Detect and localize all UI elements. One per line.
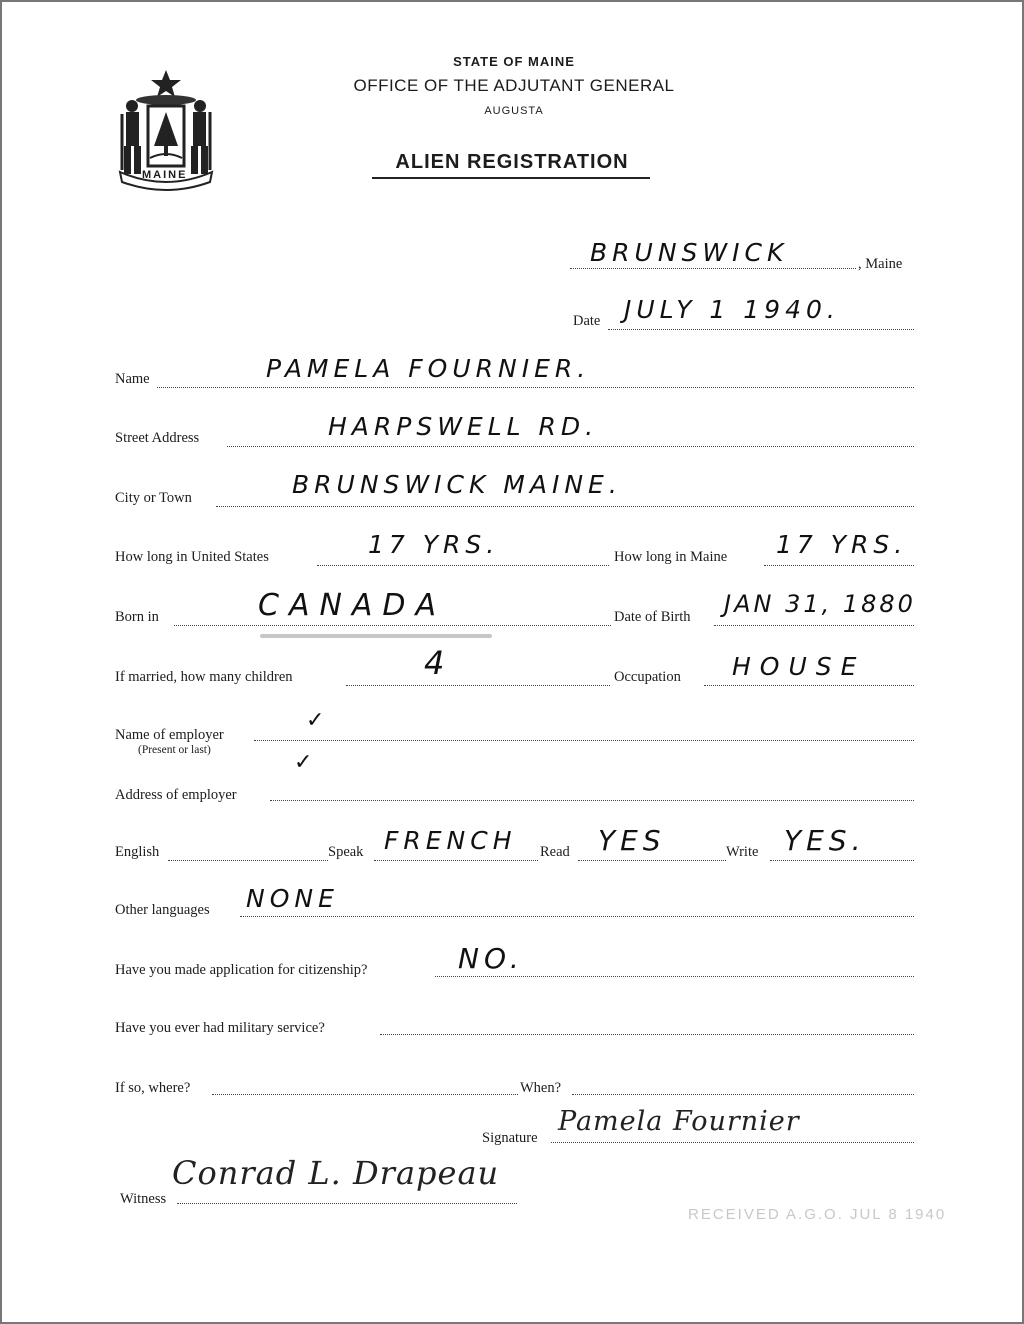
other-languages-label: Other languages <box>115 902 210 918</box>
city-label: City or Town <box>115 490 192 506</box>
employer-note: (Present or last) <box>138 744 211 756</box>
write-value: YES. <box>784 824 866 857</box>
born-in-value: CANADA <box>258 588 447 623</box>
children-label: If married, how many children <box>115 669 293 685</box>
header-office: OFFICE OF THE ADJUTANT GENERAL <box>353 76 675 95</box>
english-line <box>168 860 328 861</box>
occupation-line <box>704 685 914 686</box>
children-value: 4 <box>424 644 450 682</box>
title-underline <box>372 177 650 179</box>
town-value: BRUNSWICK <box>590 238 789 267</box>
born-in-label: Born in <box>115 609 159 625</box>
city-value: BRUNSWICK MAINE. <box>292 470 622 499</box>
employer-checkmark: ✓ <box>306 708 330 733</box>
in-us-value: 17 YRS. <box>368 530 500 559</box>
when-line <box>572 1094 914 1095</box>
town-line <box>570 268 856 269</box>
street-value: HARPSWELL RD. <box>328 412 599 441</box>
name-line <box>157 387 914 388</box>
occupation-value: HOUSE <box>732 652 866 681</box>
children-line <box>346 685 610 686</box>
header-city: AUGUSTA <box>484 105 544 117</box>
witness-line <box>177 1203 517 1204</box>
write-label: Write <box>726 844 759 860</box>
maine-label: , Maine <box>858 256 903 272</box>
received-stamp: RECEIVED A.G.O. JUL 8 1940 <box>688 1206 947 1223</box>
where-label: If so, where? <box>115 1080 191 1096</box>
street-label: Street Address <box>115 430 200 446</box>
in-maine-label: How long in Maine <box>614 549 728 565</box>
other-languages-line <box>240 916 914 917</box>
name-value: PAMELA FOURNIER. <box>266 354 591 383</box>
read-line <box>578 860 726 861</box>
dob-label: Date of Birth <box>614 609 691 625</box>
employer-line <box>254 740 914 741</box>
dob-line <box>714 625 914 626</box>
speak-label: Speak <box>328 844 364 860</box>
when-label: When? <box>520 1080 562 1096</box>
date-label: Date <box>573 313 601 329</box>
registrant-signature: Pamela Fournier <box>558 1106 800 1137</box>
citizenship-value: NO. <box>458 942 524 975</box>
read-value: YES <box>598 824 666 857</box>
employer-label: Name of employer <box>115 727 224 743</box>
witness-label: Witness <box>120 1191 167 1207</box>
other-languages-value: NONE <box>246 884 339 913</box>
speak-value: FRENCH <box>384 826 517 855</box>
date-value: JULY 1 1940. <box>624 295 840 324</box>
speak-line <box>374 860 538 861</box>
occupation-label: Occupation <box>614 669 681 685</box>
military-label: Have you ever had military service? <box>115 1020 325 1036</box>
employer-checkmark-2: ✓ <box>294 750 318 775</box>
citizenship-line <box>435 976 914 977</box>
signature-label: Signature <box>482 1130 538 1146</box>
header-state: STATE OF MAINE <box>453 54 575 69</box>
citizenship-label: Have you made application for citizenship? <box>115 962 368 978</box>
read-label: Read <box>540 844 570 860</box>
street-line <box>227 446 914 447</box>
in-us-label: How long in United States <box>115 549 269 565</box>
employer-address-label: Address of employer <box>115 787 237 803</box>
signature-line <box>551 1142 914 1143</box>
name-label: Name <box>115 371 150 387</box>
smudge-mark <box>260 634 492 638</box>
in-maine-line <box>764 565 914 566</box>
city-line <box>216 506 914 507</box>
date-line <box>608 329 914 330</box>
where-line <box>212 1094 518 1095</box>
write-line <box>770 860 914 861</box>
in-maine-value: 17 YRS. <box>776 530 908 559</box>
english-label: English <box>115 844 160 860</box>
in-us-line <box>317 565 609 566</box>
form-title: ALIEN REGISTRATION <box>395 151 629 173</box>
employer-address-line <box>270 800 914 801</box>
dob-value: JAN 31, 1880 <box>724 590 916 618</box>
witness-signature: Conrad L. Drapeau <box>172 1154 500 1192</box>
military-line <box>380 1034 914 1035</box>
born-in-line <box>174 625 611 626</box>
seal-banner-text: MAINE <box>142 169 188 181</box>
